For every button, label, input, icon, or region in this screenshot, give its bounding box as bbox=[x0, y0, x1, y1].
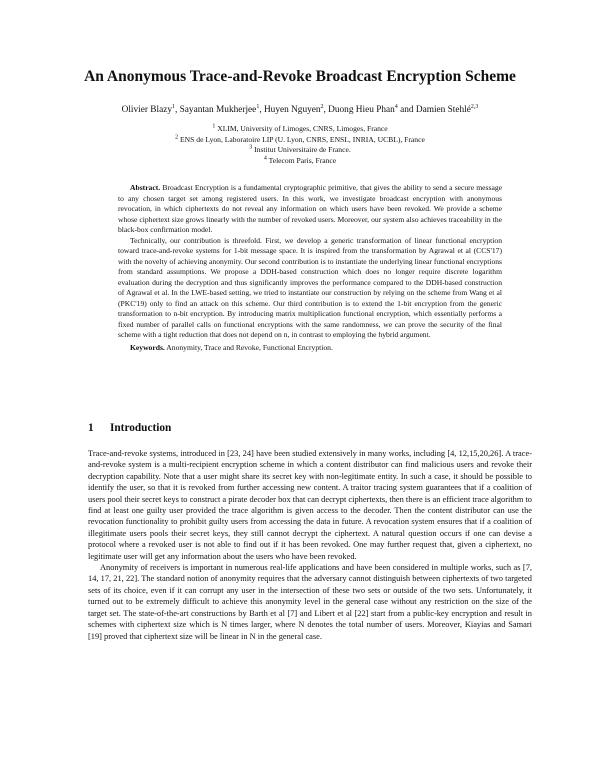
body-paragraph: Trace-and-revoke systems, introduced in [23, 24] have been studied extensively in many works, including [4, 12,15,20,26]. A trace-and-revoke system is a multi-recipient encryption scheme in which a content distributor can find malicious users and revoke their decryption capability. Note that a user might share its secret key with non-legitimate entity. In such a case, it should be possible to identify the user, so that it is revoked from further accessing new content. A traitor tracing system guarantees that if a coalition of users pool their secret keys to construct a pirate decoder box that can decrypt ciphertexts, then there is an efficient trace algorithm to find at least one guilty user provided the trace algorithm is given access to the decoder. Then the content distributor can use the revocation functionality to prohibit guilty users from accessing the data in future. A revocation system ensures that if a coalition of illegitimate users pools their secret keys, they still cannot decrypt the ciphertext. A natural question occurs if one can devise a protocol where a revoked user is not able to find out if it has been revoked. One may further request that, given a ciphertext, no legitimate user will get any information about the users who have been revoked. bbox=[88, 449, 532, 561]
abstract bbox=[118, 183, 502, 353]
abstract-paragraph: Abstract. Broadcast Encryption is a fundamental cryptographic primitive, that gives the ability to send a secure message to any chosen target set among registered users. In this work, we investigate broadcast encryption with anonymous revocation, in which ciphertexts do not reveal any information on which users have been revoked. We provide a scheme whose ciphertext size grows linearly with the number of revoked users. Moreover, our system also achieves traceability in the black-box confirmation model. bbox=[118, 183, 502, 234]
author: Olivier Blazy$^1$, bbox=[121, 103, 180, 115]
section-number: 1 bbox=[88, 422, 94, 434]
section-title: Introduction bbox=[110, 422, 172, 434]
body-paragraph: Anonymity of receivers is important in numerous real-life applications and have been considered in multiple works, such as [7, 14, 17, 21, 22]. The standard notion of anonymity requires that the adversary cannot distinguish between ciphertexts of two targeted sets of its choice, even if it can corrupt any user in the intersection of these two sets or outside of the two sets. Unfortunately, it turned out to be extremely difficult to achieve this anonymity level in the general case without any restriction on the size of the target set. The state-of-the-art constructions by Barth et al [7] and Libert et al [22] start from a public-key encryption and result in schemes with ciphertext size which is N times larger, where N denotes the total number of users. Moreover, Kiayias and Samari [19] proved that ciphertext size will be linear in N in the general case. bbox=[88, 563, 532, 641]
affiliation: $^4$ Telecom Paris, France bbox=[263, 155, 337, 165]
section-body bbox=[88, 448, 532, 642]
affiliation: $^2$ ENS de Lyon, Laboratoire LIP (U. Lyon, CNRS, ENSL, INRIA, UCBL), France bbox=[175, 134, 425, 144]
keywords: Keywords. Anonymity, Trace and Revoke, Functional Encryption. bbox=[130, 342, 333, 352]
author: Duong Hieu Phan$^4$ and bbox=[328, 103, 416, 115]
author: Huyen Nguyen$^2$, bbox=[263, 103, 329, 115]
author-list bbox=[30, 104, 570, 116]
affiliation: $^1$ XLIM, University of Limoges, CNRS, Limoges, France bbox=[212, 123, 388, 133]
section-heading bbox=[88, 421, 171, 435]
paper-title: An Anonymous Trace-and-Revoke Broadcast Encryption Scheme bbox=[84, 68, 516, 85]
author: Sayantan Mukherjee$^1$, bbox=[179, 103, 264, 115]
abstract-label: Abstract. bbox=[130, 183, 161, 192]
affiliation-list bbox=[60, 124, 540, 166]
abstract-paragraph: Technically, our contribution is threefold. First, we develop a generic transformation of linear functional encryption toward trace-and-revoke systems for 1-bit message space. It is inspired from the transformation by Agrawal et al (CCS'17) with the novelty of achieving anonymity. Our second contribution is to instantiate the underlying linear functional encryptions from standard assumptions. We propose a DDH-based construction which does no longer require discrete logarithm evaluation during the decryption and thus significantly improves the performance compared to the DDH-based construction of Agrawal et al. In the LWE-based setting, we tried to instantiate our construction by relying on the scheme from Wang et al (PKC'19) only to find an attack on this scheme. Our third contribution is to extend the 1-bit encryption from the generic transformation to n-bit encryption. By introducing matrix multiplication functional encryption, which essentially performs a fixed number of parallel calls on functional encryptions with the same randomness, we can prove the security of the final scheme with a tight reduction that does not depend on n, in contrast to employing the hybrid argument. bbox=[118, 235, 502, 339]
affiliation: $^3$ Institut Universitaire de France. bbox=[249, 144, 351, 155]
author: Damien Stehlé$^{2,3}$ bbox=[415, 103, 479, 115]
keywords-label: Keywords. bbox=[130, 342, 165, 352]
